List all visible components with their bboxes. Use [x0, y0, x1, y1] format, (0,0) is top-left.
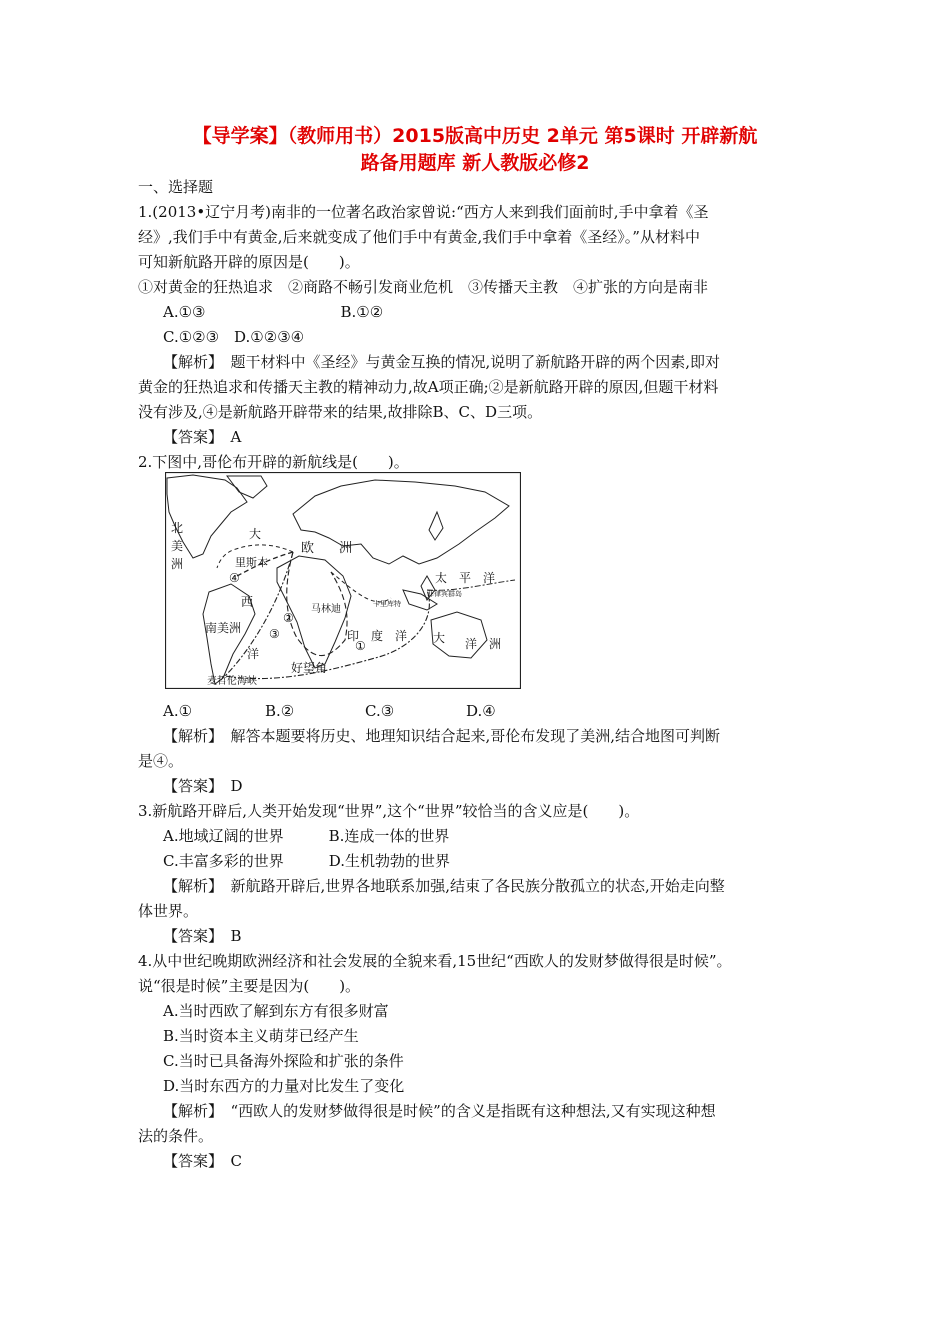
q3-options-ab: A.地域辽阔的世界 B.连成一体的世界 — [163, 827, 450, 845]
q3-stem: 3.新航路开辟后,人类开始发现“世界”,这个“世界”较恰当的含义应是( )。 — [138, 802, 640, 820]
map-label-da: 大 — [249, 527, 262, 541]
map-label-philippines: 菲律宾群岛 — [427, 590, 462, 598]
q2-option-a: A.① — [163, 702, 193, 720]
title-line-1: 【导学案】（教师用书）2015版高中历史 2单元 第5课时 开辟新航 — [192, 125, 758, 147]
map-label-indian-ocean: 印 度 洋 — [347, 629, 408, 643]
route-2-label: ② — [283, 611, 294, 625]
map-label-south-america: 南美洲 — [205, 621, 242, 635]
route-4-label: ④ — [229, 571, 240, 585]
map-label-oceania: 洋 洲 — [465, 637, 502, 651]
q4-answer: 【答案】 C — [163, 1152, 242, 1170]
q2-option-b: B.② — [265, 702, 295, 720]
q4-option-a: A.当时西欧了解到东方有很多财富 — [163, 1002, 389, 1020]
world-route-map — [165, 472, 521, 689]
q1-statements: ①对黄金的狂热追求 ②商路不畅引发商业危机 ③传播天主教 ④扩张的方向是南非 — [138, 278, 709, 296]
q1-stem-line3: 可知新航路开辟的原因是( )。 — [138, 253, 360, 271]
map-label-calicut: 卡里库特 — [373, 600, 401, 608]
q2-option-d: D.④ — [466, 702, 496, 720]
q1-analysis-line2: 黄金的狂热追求和传播天主教的精神动力,故A项正确;②是新航路开辟的原因,但题干材料 — [138, 378, 719, 396]
q1-options-cd: C.①②③ D.①②③④ — [163, 328, 305, 346]
q3-answer: 【答案】 B — [163, 927, 242, 945]
map-label-north-2: 美 — [171, 539, 184, 553]
q1-analysis-line3: 没有涉及,④是新航路开辟带来的结果,故排除B、C、D三项。 — [138, 403, 543, 421]
q4-option-c: C.当时已具备海外探险和扩张的条件 — [163, 1052, 404, 1070]
q3-analysis-line1: 【解析】 新航路开辟后,世界各地联系加强,结束了各民族分散孤立的状态,开始走向整 — [163, 877, 725, 895]
section-heading: 一、选择题 — [138, 178, 214, 196]
q1-stem-line2: 经》,我们手中有黄金,后来就变成了他们手中有黄金,我们手中拿着《圣经》。”从材料中 — [138, 228, 700, 246]
map-label-europe-2: 洲 — [339, 541, 353, 556]
q2-analysis-line1: 【解析】 解答本题要将历史、地理知识结合起来,哥伦布发现了美洲,结合地图可判断 — [163, 727, 721, 745]
route-3-label: ③ — [269, 627, 280, 641]
q4-option-b: B.当时资本主义萌芽已经产生 — [163, 1027, 359, 1045]
q4-stem-line2: 说“很是时候”主要是因为( )。 — [138, 977, 361, 995]
map-label-europe-1: 欧 — [301, 541, 315, 556]
q2-answer: 【答案】 D — [163, 777, 243, 795]
map-label-xi: 西 — [241, 595, 254, 609]
q2-stem: 2.下图中,哥伦布开辟的新航线是( )。 — [138, 453, 409, 471]
map-label-cape: 好望角 — [291, 661, 328, 675]
q3-options-cd: C.丰富多彩的世界 D.生机勃勃的世界 — [163, 852, 450, 870]
q2-analysis-line2: 是④。 — [138, 752, 184, 770]
q1-stem-line1: 1.(2013•辽宁月考)南非的一位著名政治家曾说:“西方人来到我们面前时,手中拿着《圣 — [138, 203, 709, 221]
map-label-pacific: 太 平 洋 — [435, 571, 496, 585]
q2-option-c: C.③ — [365, 702, 395, 720]
q4-analysis-line1: 【解析】 “西欧人的发财梦做得很是时候”的含义是指既有这种想法,又有实现这种想 — [163, 1102, 716, 1120]
q1-answer: 【答案】 A — [163, 428, 242, 446]
q4-analysis-line2: 法的条件。 — [138, 1127, 214, 1145]
map-label-north-1: 北 — [171, 521, 184, 535]
map-label-yang: 洋 — [247, 647, 260, 661]
q1-options-ab: A.①③ B.①② — [163, 303, 384, 321]
map-label-da-2: 大 — [433, 631, 446, 645]
map-label-malindi: 马林迪 — [311, 604, 341, 615]
q4-stem-line1: 4.从中世纪晚期欧洲经济和社会发展的全貌来看,15世纪“西欧人的发财梦做得很是时候”。 — [138, 952, 732, 970]
q3-analysis-line2: 体世界。 — [138, 902, 199, 920]
q1-analysis-line1: 【解析】 题干材料中《圣经》与黄金互换的情况,说明了新航路开辟的两个因素,即对 — [163, 353, 721, 371]
document-title — [120, 123, 830, 177]
q4-option-d: D.当时东西方的力量对比发生了变化 — [163, 1077, 405, 1095]
title-line-2: 路备用题库 新人教版必修2 — [360, 152, 590, 174]
map-label-north-3: 洲 — [171, 557, 184, 571]
map-label-magellan: 麦哲伦海峡 — [207, 676, 257, 687]
map-label-lisbon: 里斯本 — [235, 556, 268, 569]
route-1-label: ① — [355, 639, 366, 653]
